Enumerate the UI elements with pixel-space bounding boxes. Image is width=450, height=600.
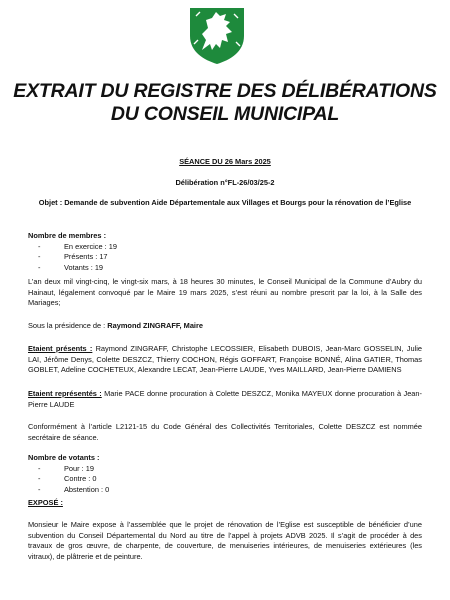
coat-of-arms-icon	[186, 4, 248, 66]
presidence-line	[28, 321, 422, 332]
votants-heading: Nombre de votants :	[28, 453, 100, 462]
objet: Objet : Demande de subvention Aide Départementale aux Villages et Bourgs pour la rénovation de l’Eglise	[38, 198, 412, 207]
presidence-name: Raymond ZINGRAFF, Maire	[107, 321, 203, 330]
presents-label: Etaient présents :	[28, 344, 93, 353]
seance-date: SÉANCE DU 26 Mars 2025	[179, 157, 271, 166]
presents-text: Raymond ZINGRAFF, Christophe LECOSSIER, Elisabeth DUBOIS, Jean-Marc GOSSELIN, Julie LAI, Jérôme Denys, Colette DESZCZ, Thierry COCHON, Régis GOFFART, Françoise BONNÉ, Alina GATIER, Thomas GOBLET, Adeline COCHETEUX, Alexandre LECAT, Jean-Pierre LAUDE, Yves MAILLARD, Jean-Pierre DAMIENS	[28, 344, 422, 375]
deliberation-number: Délibération n°FL-26/03/25-2	[175, 178, 275, 187]
document-title-line1: EXTRAIT DU REGISTRE DES DÉLIBÉRATIONS	[13, 80, 437, 102]
representes-label: Etaient représentés :	[28, 389, 102, 398]
representes-text: Marie PACE donne procuration à Colette DESZCZ, Monika MAYEUX donne procuration à Jean-Pierre LAUDE	[28, 389, 422, 409]
intro-paragraph: L’an deux mil vingt-cinq, le vingt-six mars, à 18 heures 30 minutes, le Conseil Municipal de la Commune d’Aubry du Hainaut, légalement convoqué par le Maire 19 mars 2025, s’est réuni au nombre prescrit par la loi, à la Salle des Mariages;	[28, 277, 422, 308]
list-item: - Présents : 17	[28, 252, 422, 263]
secretaire-paragraph: Conformément à l’article L2121-15 du Code Général des Collectivités Territoriales, Colette DESZCZ est nommée secrétaire de séance.	[28, 422, 422, 442]
expose-paragraph: Monsieur le Maire expose à l’assemblée que le projet de rénovation de l’Eglise est susceptible de bénéficier d’une subvention du Conseil Départemental du Nord au titre de l’appel à projets ADVB 2025. Il s’agit de procéder à des travaux de gros œuvre, de charpente, de couverture, de menuiseries intérieures, de menuiseries extérieures (les vitraux), de plâtrerie et de peinture.	[28, 520, 422, 561]
expose-heading: EXPOSÉ :	[28, 498, 63, 507]
votants-section	[28, 453, 422, 495]
representes-paragraph	[28, 389, 422, 410]
presidence-label: Sous la présidence de :	[28, 321, 108, 330]
membres-list	[28, 242, 422, 274]
list-item: - Contre : 0	[28, 474, 422, 485]
membres-section	[28, 231, 422, 273]
membres-heading: Nombre de membres :	[28, 231, 107, 240]
presents-paragraph	[28, 344, 422, 376]
list-item: - Pour : 19	[28, 464, 422, 475]
list-item: - En exercice : 19	[28, 242, 422, 253]
list-item: - Abstention : 0	[28, 485, 422, 496]
votants-list	[28, 464, 422, 496]
list-item: - Votants : 19	[28, 263, 422, 274]
document-title-line2: DU CONSEIL MUNICIPAL	[110, 103, 340, 125]
